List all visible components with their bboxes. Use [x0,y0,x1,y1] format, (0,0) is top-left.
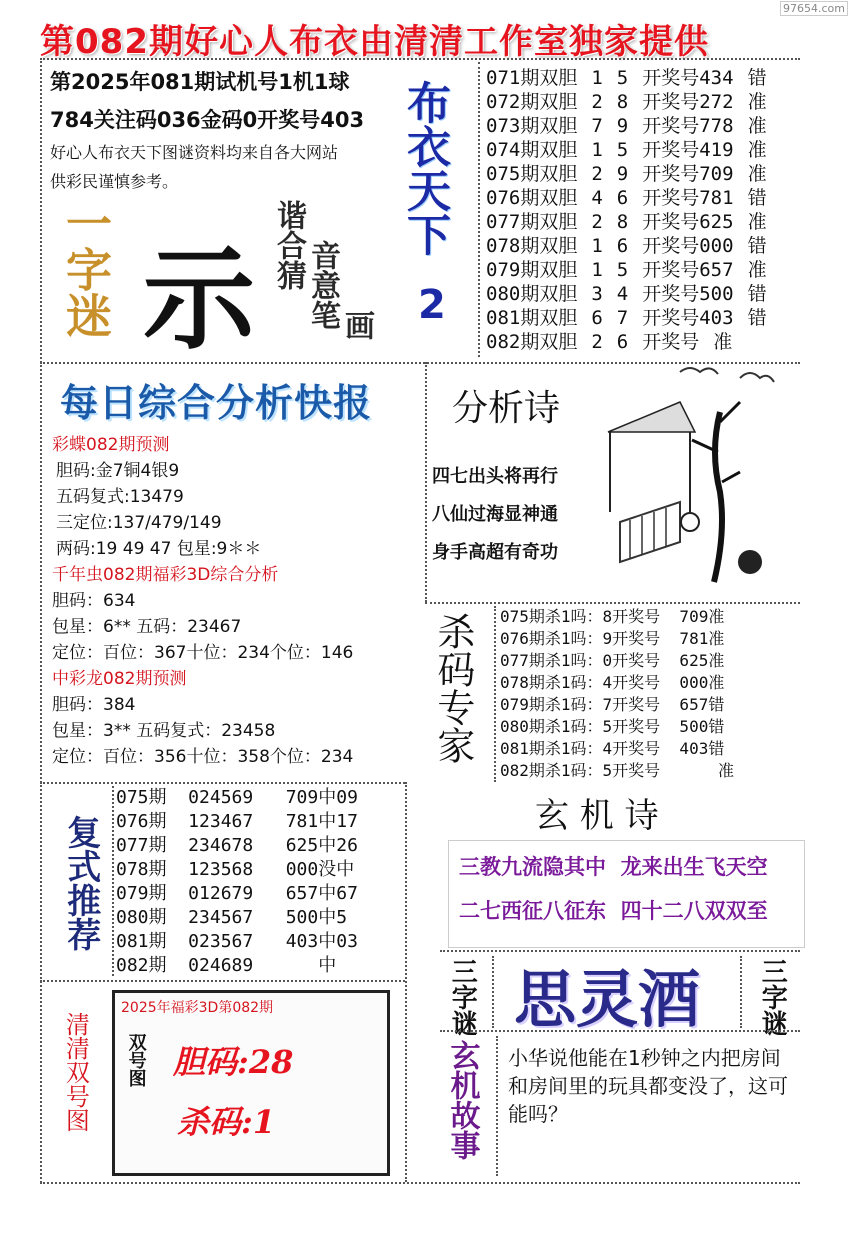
xuanji-title: 玄 机 诗 [535,796,659,836]
kill-divider [494,606,496,782]
poem-divider [425,362,427,602]
sanzi-right-label: 三字谜 [757,958,788,1036]
pred2-line: 定位：百位：367十位：234个位：146 [52,643,354,663]
poem-line: 八仙过海显神通 [432,504,558,525]
hut-roof-icon [608,402,695,432]
gall-num: 2 [591,91,603,113]
fushi-row: 076期 123467 781中17 [116,811,358,832]
gall-result: 错 [747,235,767,257]
gall-num: 5 [616,139,629,161]
gall-result: 准 [747,211,767,233]
kill-row: 078期杀1码：4开奖号 000准 [500,673,725,692]
story-label: 玄机故事 [444,1040,480,1160]
gall-row [486,66,767,90]
gall-issue: 082期双胆 [486,331,578,353]
gall-result: 错 [747,307,767,329]
divider-fushi [40,782,405,784]
gall-row [486,90,767,114]
riddle-big-char: 示 [143,234,255,365]
gall-num: 9 [616,163,629,185]
kill-row: 080期杀1码：5开奖号 500错 [500,717,725,736]
gall-num: 1 [591,139,603,161]
riddle-hint-col1: 谐合猜 [271,200,306,290]
gall-row [486,282,767,306]
pred3-line: 定位：百位：356十位：358个位：234 [52,747,354,767]
gall-row [486,138,767,162]
poem-line: 身手高超有奇功 [432,542,558,563]
prediction-block [52,432,353,770]
frame-top [40,58,800,60]
pred1-line: 三定位:137/479/149 [56,513,222,533]
hut-posts [610,432,690,512]
left-column-divider [405,782,407,1182]
gall-issue: 076期双胆 [486,187,578,209]
pred1-line: 五码复式:13479 [56,487,184,507]
tree-trunk-icon [714,412,722,582]
shuanghao-box-title: 2025年福彩3D第082期 [121,1000,274,1016]
poem-lines [432,458,558,572]
site-watermark[interactable]: 97654.com [780,1,848,16]
sketch-illustration [600,362,800,592]
sanzi-left-label: 三字谜 [447,958,478,1036]
trial-note-2: 供彩民谨慎参考。 [50,172,179,191]
fushi-row: 077期 234678 625中26 [116,835,358,856]
gall-open: 开奖号778 [642,115,734,137]
gall-num: 5 [616,259,629,281]
shuanghao-sha: 杀码:1 [177,1103,276,1141]
shuanghao-dan: 胆码:28 [173,1043,294,1081]
gall-row [486,186,767,210]
gall-open: 开奖号781 [642,187,734,209]
gall-row [486,306,767,330]
gall-result: 准 [747,259,767,281]
kill-row: 075期杀1吗：8开奖号 709准 [500,607,725,626]
gall-issue: 073期双胆 [486,115,578,137]
pred2-line: 胆码：634 [52,591,136,611]
daily-banner: 每日综合分析快报 [60,381,373,425]
gall-issue: 077期双胆 [486,211,578,233]
gall-num: 8 [616,91,629,113]
double-gall-table [486,66,767,354]
gall-num: 8 [616,211,629,233]
gall-result: 错 [747,67,767,89]
gall-open: 开奖号000 [642,235,734,257]
gall-result: 准 [747,115,767,137]
frame-left [40,58,42,1183]
xuanji-line-1: 三教九流隐其中 龙来出生飞天空 [459,855,768,879]
trial-line-2: 784关注码036金码0开奖号403 [50,108,365,132]
gall-open: 开奖号500 [642,283,734,305]
pred3-line: 胆码：384 [52,695,136,715]
gall-num: 3 [591,283,603,305]
sanzi-answer: 思灵酒 [514,963,701,1036]
gall-row [486,162,767,186]
gall-num: 2 [591,211,603,233]
gall-num: 2 [591,163,603,185]
gall-num: 5 [616,67,629,89]
gall-num: 1 [591,259,603,281]
frame-bottom [40,1182,800,1184]
riddle-picture [55,200,375,365]
gall-issue: 080期双胆 [486,283,578,305]
cloud-icon [740,373,774,382]
gall-issue: 079期双胆 [486,259,578,281]
gall-open: 开奖号272 [642,91,734,113]
brand-number: 2 [418,282,446,328]
gall-row [486,258,767,282]
kill-row: 082期杀1码：5开奖号 准 [500,761,734,780]
fence-icon [620,502,680,562]
xuanji-box [448,840,805,948]
story-divider [496,1036,498,1176]
gall-num: 7 [616,307,629,329]
divider-story [440,1030,800,1032]
gall-num: 4 [591,187,603,209]
fushi-row: 079期 012679 657中67 [116,883,358,904]
riddle-hint-col2: 音意笔 [305,240,340,330]
pred2-line: 包星：6** 五码：23467 [52,617,242,637]
gall-open: 开奖号434 [642,67,734,89]
gall-open: 开奖号419 [642,139,734,161]
gall-num: 1 [591,67,603,89]
gall-num: 1 [591,235,603,257]
sanzi-divider-right [740,956,742,1028]
pred3-line: 包星：3** 五码复式：23458 [52,721,276,741]
gall-result: 准 [747,163,767,185]
gall-result: 错 [747,283,767,305]
trial-line-1: 第2025年081期试机号1机1球 [50,70,350,94]
trial-section [50,66,364,192]
gall-num: 9 [616,115,629,137]
gall-row [486,114,767,138]
shuanghao-label: 清清双号图 [61,1012,90,1132]
kill-row: 081期杀1码：4开奖号 403错 [500,739,725,758]
fence-slats [630,508,666,558]
shuanghao-box [112,990,390,1176]
gall-row [486,330,767,354]
gall-result: 准 [747,139,767,161]
gall-num: 6 [591,307,603,329]
gall-open: 开奖号709 [642,163,734,185]
kill-row: 079期杀1码：7开奖号 657错 [500,695,725,714]
gall-num: 6 [616,331,629,353]
gall-result: 错 [747,187,767,209]
shrub-icon [681,513,699,531]
gall-issue: 078期双胆 [486,235,578,257]
fushi-table [116,786,358,978]
pred1-line: 胆码:金7铜4银9 [56,461,180,481]
fushi-divider [112,786,114,976]
cloud-icon [680,368,718,374]
gall-open: 开奖号 [642,331,700,353]
gall-num: 2 [591,331,603,353]
gall-divider [478,62,480,357]
xuanji-line-2: 二七西征八征东 四十二八双双至 [459,899,768,923]
pred2-title: 千年虫082期福彩3D综合分析 [52,565,279,585]
riddle-label: 一字迷 [59,200,113,338]
gall-issue: 081期双胆 [486,307,578,329]
brand-vertical: 布衣天下 [399,80,450,256]
gall-num: 6 [616,187,629,209]
gall-open: 开奖号625 [642,211,734,233]
gall-issue: 072期双胆 [486,91,578,113]
gall-open: 开奖号657 [642,259,734,281]
gall-num: 6 [616,235,629,257]
fushi-row: 080期 234567 500中5 [116,907,348,928]
gall-issue: 071期双胆 [486,67,578,89]
divider-shuanghao [40,980,405,982]
trial-note-1: 好心人布衣天下图谜资料均来自各大网站 [50,143,339,162]
fushi-label: 复式推荐 [60,815,101,951]
page-title: 第082期好心人布衣由清清工作室独家提供 [40,22,709,62]
gall-row [486,210,767,234]
poem-title: 分析诗 [452,388,561,429]
pred3-title: 中彩龙082期预测 [52,669,187,689]
gall-row [486,234,767,258]
fushi-row: 075期 024569 709中09 [116,787,358,808]
sanzi-divider-left [492,956,494,1028]
gall-result: 准 [747,91,767,113]
kill-row: 076期杀1吗：9开奖号 781准 [500,629,725,648]
fushi-row: 078期 123568 000没中 [116,859,355,880]
fushi-row: 082期 024689 中 [116,955,337,976]
kill-table [500,606,734,782]
pred1-line: 两码:19 49 47 包星:9＊＊ [56,539,262,559]
kill-label: 杀码专家 [430,612,475,764]
kill-row: 077期杀1吗：0开奖号 625准 [500,651,725,670]
pred1-title: 彩蝶082期预测 [52,435,170,455]
fushi-row: 081期 023567 403中03 [116,931,358,952]
gall-open: 开奖号403 [642,307,734,329]
story-text: 小华说他能在1秒钟之内把房间和房间里的玩具都变没了，这可能吗？ [508,1046,788,1126]
gall-issue: 075期双胆 [486,163,578,185]
gall-num: 4 [616,283,629,305]
gall-num: 7 [591,115,603,137]
gall-issue: 074期双胆 [486,139,578,161]
rock-icon [738,550,762,574]
poem-line: 四七出头将再行 [432,466,558,487]
shuanghao-side-label: 双号图 [125,1033,147,1087]
riddle-hint-col3: 画 [339,310,374,340]
gall-result: 准 [713,331,733,353]
divider-kill [425,602,800,604]
